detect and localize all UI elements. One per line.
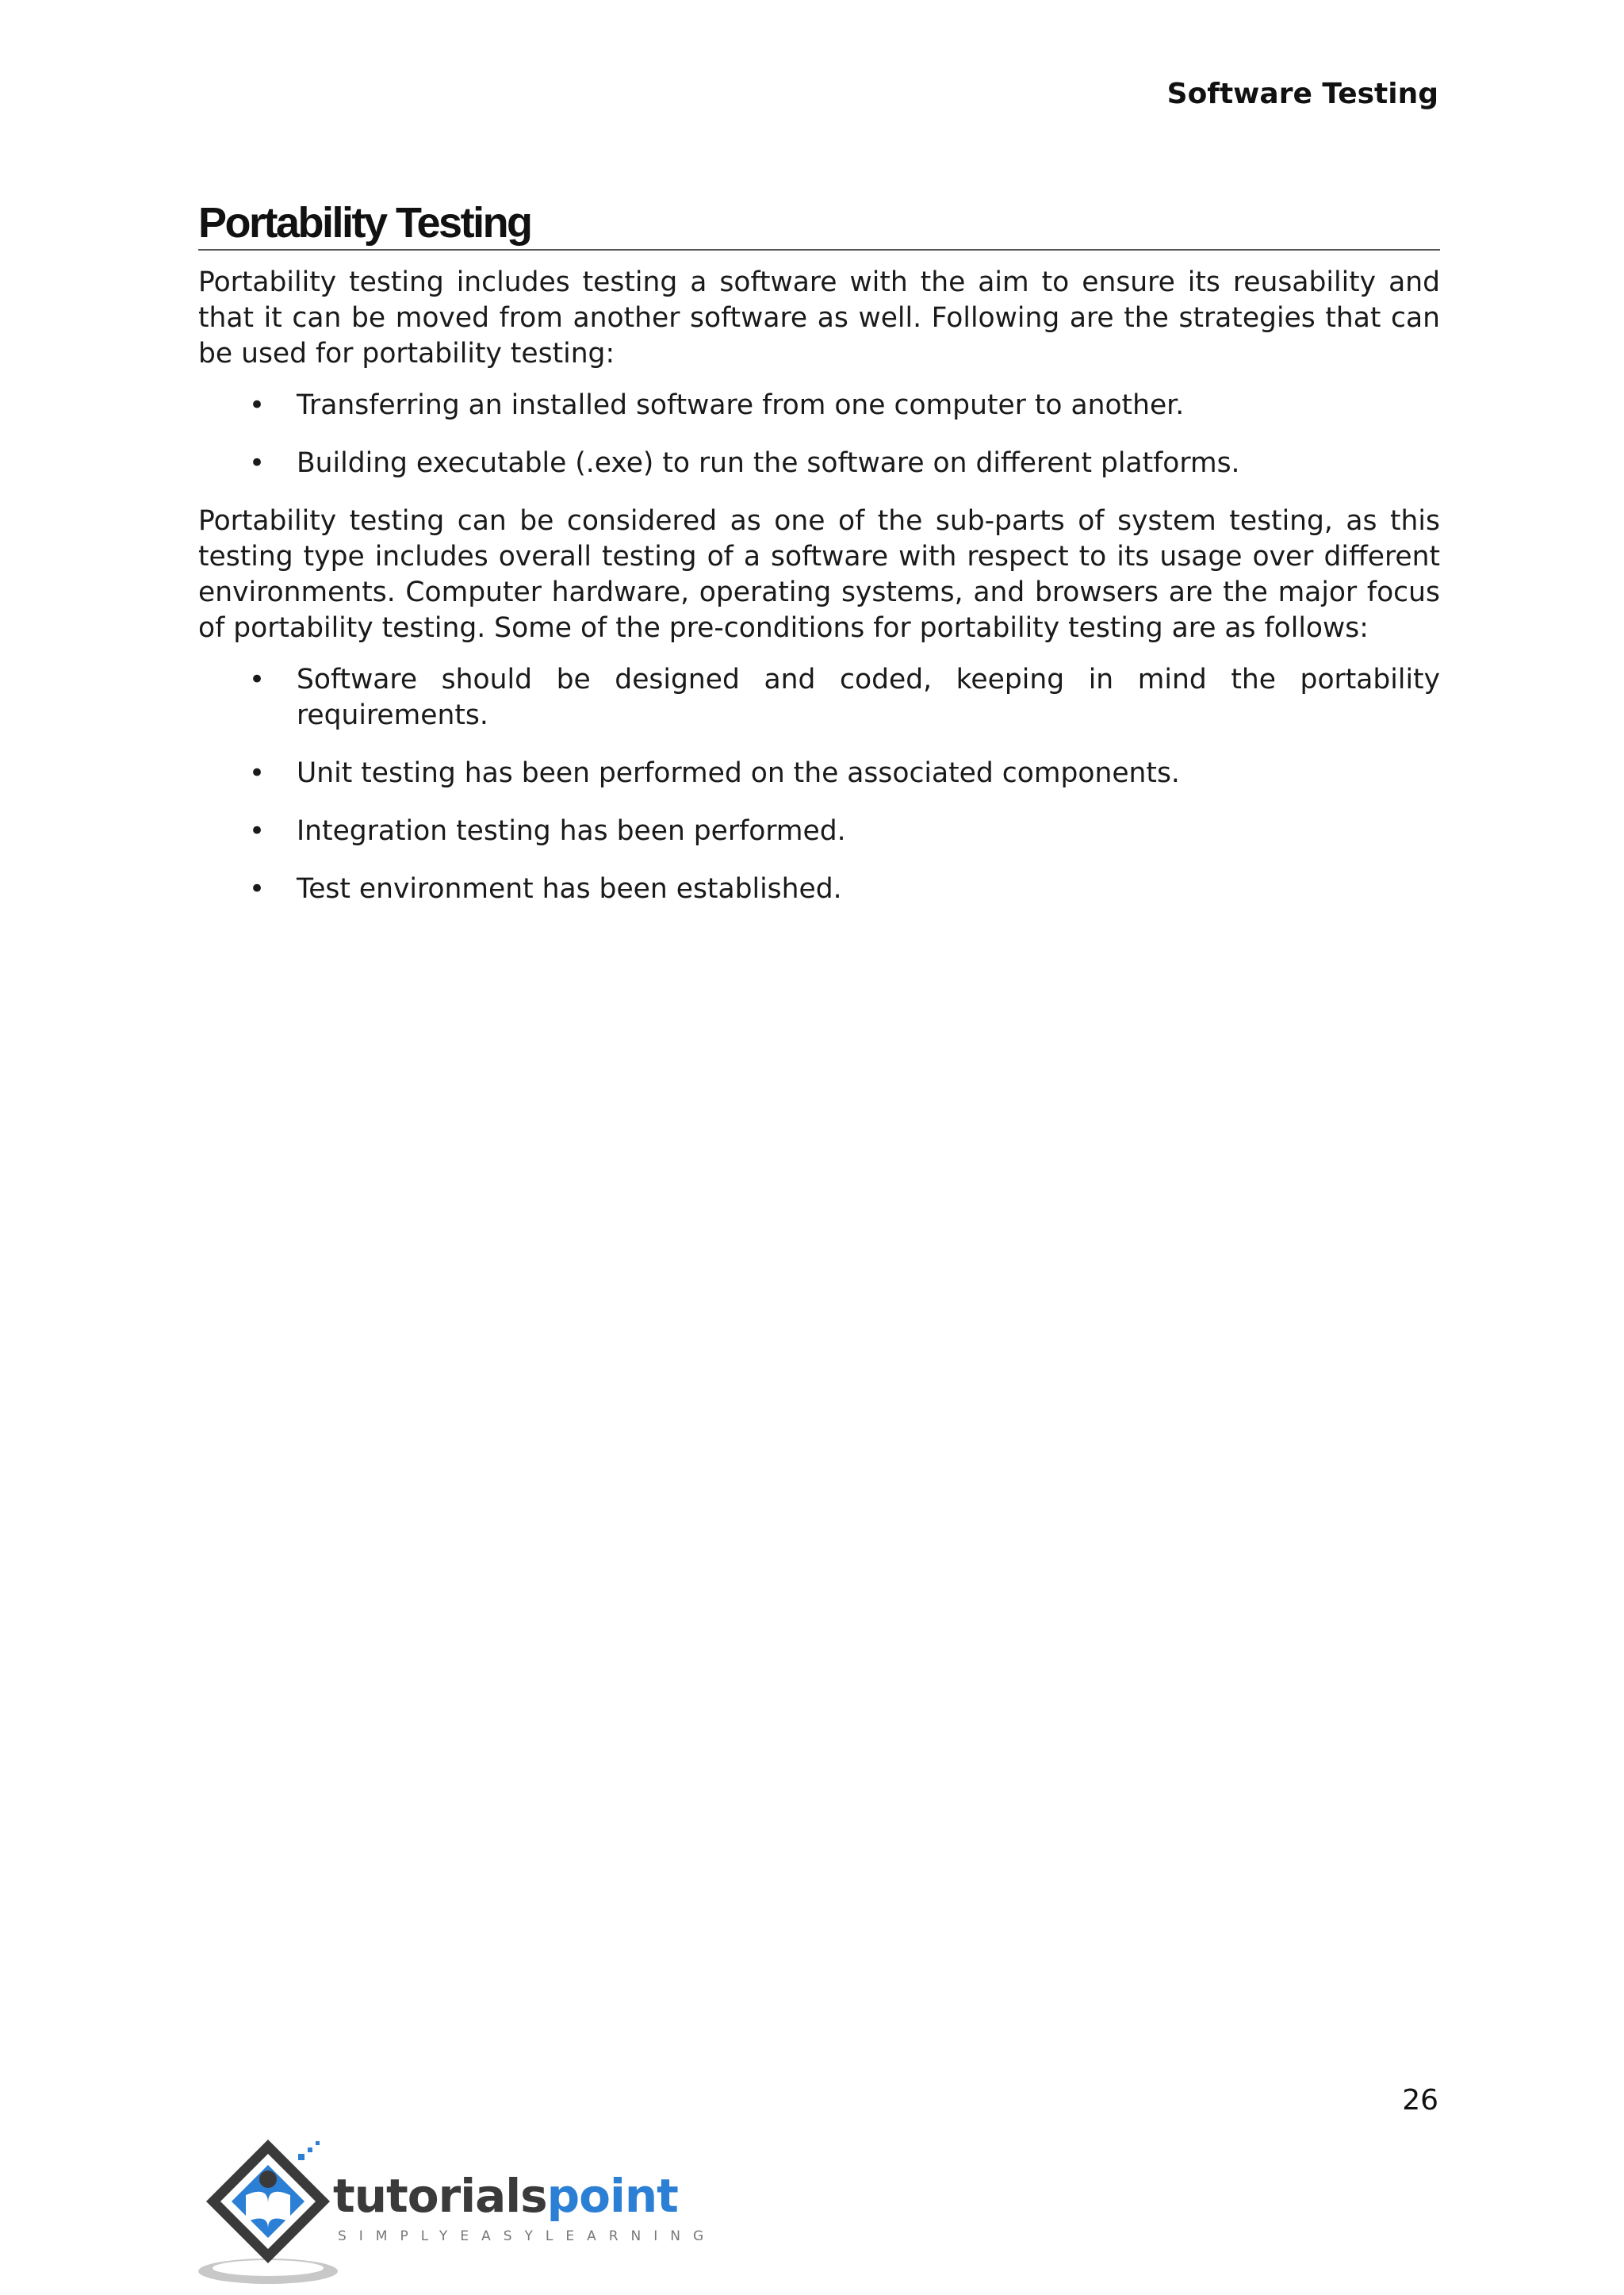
list-item-text: Transferring an installed software from one computer to another. — [297, 389, 1185, 421]
preconditions-list — [198, 662, 1440, 907]
page-number: 26 — [1402, 2084, 1438, 2117]
section-title: Portability Testing — [198, 198, 1440, 251]
body-paragraph: Portability testing can be considered as one of the sub-parts of system testing, as this testing type includes overall testing of a software with respect to its usage over different environments. Computer hardware, operating systems, and browsers are the major focus of portability testing. Some of the pre-conditions for portability testing are as follows: — [198, 505, 1440, 644]
logo-word-tutorials: tutorials — [333, 2169, 547, 2223]
list-item — [198, 662, 1440, 734]
bullet-icon: • — [249, 447, 266, 479]
bullet-icon: • — [249, 873, 266, 905]
strategies-list — [198, 388, 1440, 481]
bullet-icon: • — [249, 815, 266, 847]
logo-wordmark — [333, 2169, 678, 2223]
list-item-text: Test environment has been established. — [297, 873, 842, 905]
list-item-text: Software should be designed and coded, keeping in mind the portability requirements. — [297, 664, 1440, 731]
intro-paragraph: Portability testing includes testing a software with the aim to ensure its reusability and that it can be moved from another software as well. Following are the strategies that can be used for portability testing: — [198, 266, 1440, 370]
list-item — [198, 814, 1440, 849]
logo-emblem-icon — [197, 2130, 339, 2289]
list-item — [198, 756, 1440, 791]
list-item-text: Building executable (.exe) to run the software on different platforms. — [297, 447, 1240, 479]
logo-word-point: point — [546, 2169, 678, 2223]
bullet-icon: • — [249, 389, 266, 421]
list-item — [198, 872, 1440, 907]
list-item-text: Integration testing has been performed. — [297, 815, 846, 847]
page-content — [198, 198, 1440, 929]
list-item — [198, 446, 1440, 481]
bullet-icon: • — [249, 664, 266, 695]
running-header: Software Testing — [1166, 78, 1438, 110]
logo-tagline: SIMPLYEASYLEARNING — [338, 2228, 717, 2244]
bullet-icon: • — [249, 757, 266, 789]
tutorialspoint-logo — [197, 2130, 717, 2289]
list-item — [198, 388, 1440, 423]
list-item-text: Unit testing has been performed on the associated components. — [297, 757, 1180, 789]
